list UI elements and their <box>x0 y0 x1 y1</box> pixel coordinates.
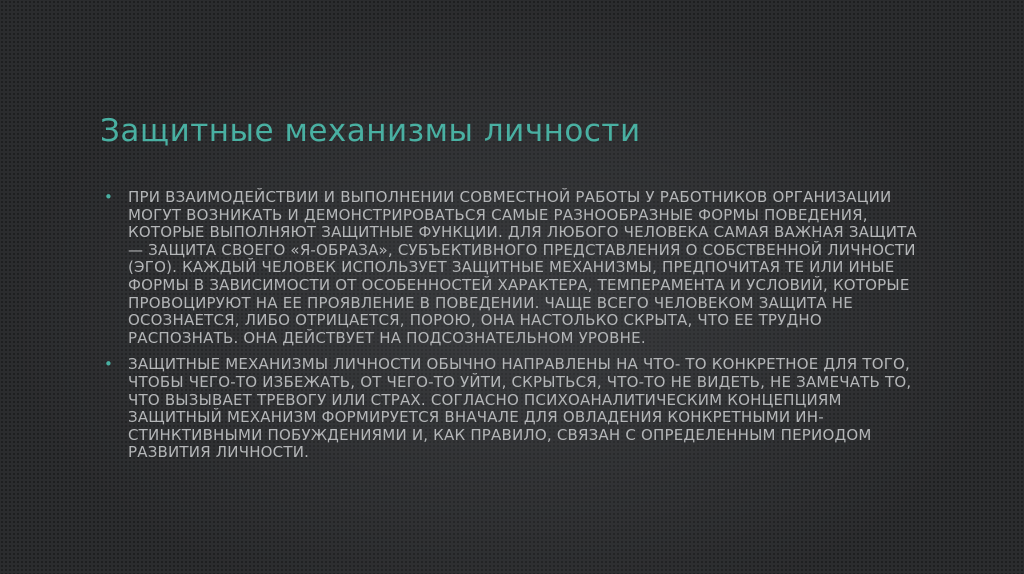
bullet-list <box>104 188 918 471</box>
bullet-marker-icon: • <box>104 188 114 206</box>
bullet-marker-icon: • <box>104 355 114 374</box>
bullet-item-2 <box>104 355 918 462</box>
slide-title: Защитные механизмы личности <box>100 113 641 149</box>
bullet-text: ПРИ ВЗАИМОДЕЙСТВИИ И ВЫПОЛНЕНИИ СОВМЕСТНОЙ РАБОТЫ У РАБОТНИКОВ ОРГАНИЗАЦИИ МОГУТ ВОЗНИКАТЬ И ДЕМОНСТРИРОВАТЬСЯ САМЫЕ РАЗНООБРАЗНЫЕ ФОРМЫ ПОВЕДЕНИЯ, КОТОРЫЕ ВЫПОЛНЯЮТ ЗАЩИТНЫЕ ФУНКЦИИ. ДЛЯ ЛЮБОГО ЧЕЛОВЕКА САМАЯ ВАЖНАЯ ЗАЩИТА — ЗАЩИТА СВОЕГО «Я-ОБРАЗА», СУБЪЕКТИВНОГО ПРЕДСТАВЛЕНИЯ О СОБСТВЕННОЙ ЛИЧНОСТИ (ЭГО). КАЖДЫЙ ЧЕЛОВЕК ИСПОЛЬЗУЕТ ЗАЩИТНЫЕ МЕХАНИЗМЫ, ПРЕДПОЧИТАЯ ТЕ ИЛИ ИНЫЕ ФОРМЫ В ЗАВИСИМОСТИ ОТ ОСОБЕННОСТЕЙ ХАРАКТЕРА, ТЕМПЕРАМЕНТА И УСЛОВИЙ, КОТОРЫЕ ПРОВОЦИРУЮТ НА ЕЕ ПРОЯВЛЕНИЕ В ПОВЕДЕНИИ. ЧАЩЕ ВСЕГО ЧЕЛОВЕКОМ ЗАЩИТА НЕ ОСОЗНАЕТСЯ, ЛИБО ОТРИЦАЕТСЯ, ПОРОЮ, ОНА НАСТОЛЬКО СКРЫТА, ЧТО ЕЕ ТРУДНО РАСПОЗНАТЬ. ОНА ДЕЙСТВУЕТ НА ПОДСОЗНАТЕЛЬНОМ УРОВНЕ. <box>128 188 917 347</box>
bullet-item-1 <box>104 188 918 347</box>
bullet-text: ЗАЩИТНЫЕ МЕХАНИЗМЫ ЛИЧНОСТИ ОБЫЧНО НАПРАВЛЕНЫ НА ЧТО- ТО КОНКРЕТНОЕ ДЛЯ ТОГО, ЧТОБЫ ЧЕГО-ТО ИЗБЕЖАТЬ, ОТ ЧЕГО-ТО УЙТИ, СКРЫТЬСЯ, ЧТО-ТО НЕ ВИДЕТЬ, НЕ ЗАМЕЧАТЬ ТО, ЧТО ВЫЗЫВАЕТ ТРЕВОГУ ИЛИ СТРАХ. СОГЛАСНО ПСИХОАНАЛИТИЧЕСКИМ КОНЦЕПЦИЯМ ЗАЩИТНЫЙ МЕХАНИЗМ ФОРМИРУЕТСЯ ВНАЧАЛЕ ДЛЯ ОВЛАДЕНИЯ КОНКРЕТНЫМИ ИН-СТИНКТИВНЫМИ ПОБУЖДЕНИЯМИ И, КАК ПРАВИЛО, СВЯЗАН С ОПРЕДЕЛЕННЫМ ПЕРИОДОМ РАЗВИТИЯ ЛИЧНОСТИ. <box>128 355 912 462</box>
